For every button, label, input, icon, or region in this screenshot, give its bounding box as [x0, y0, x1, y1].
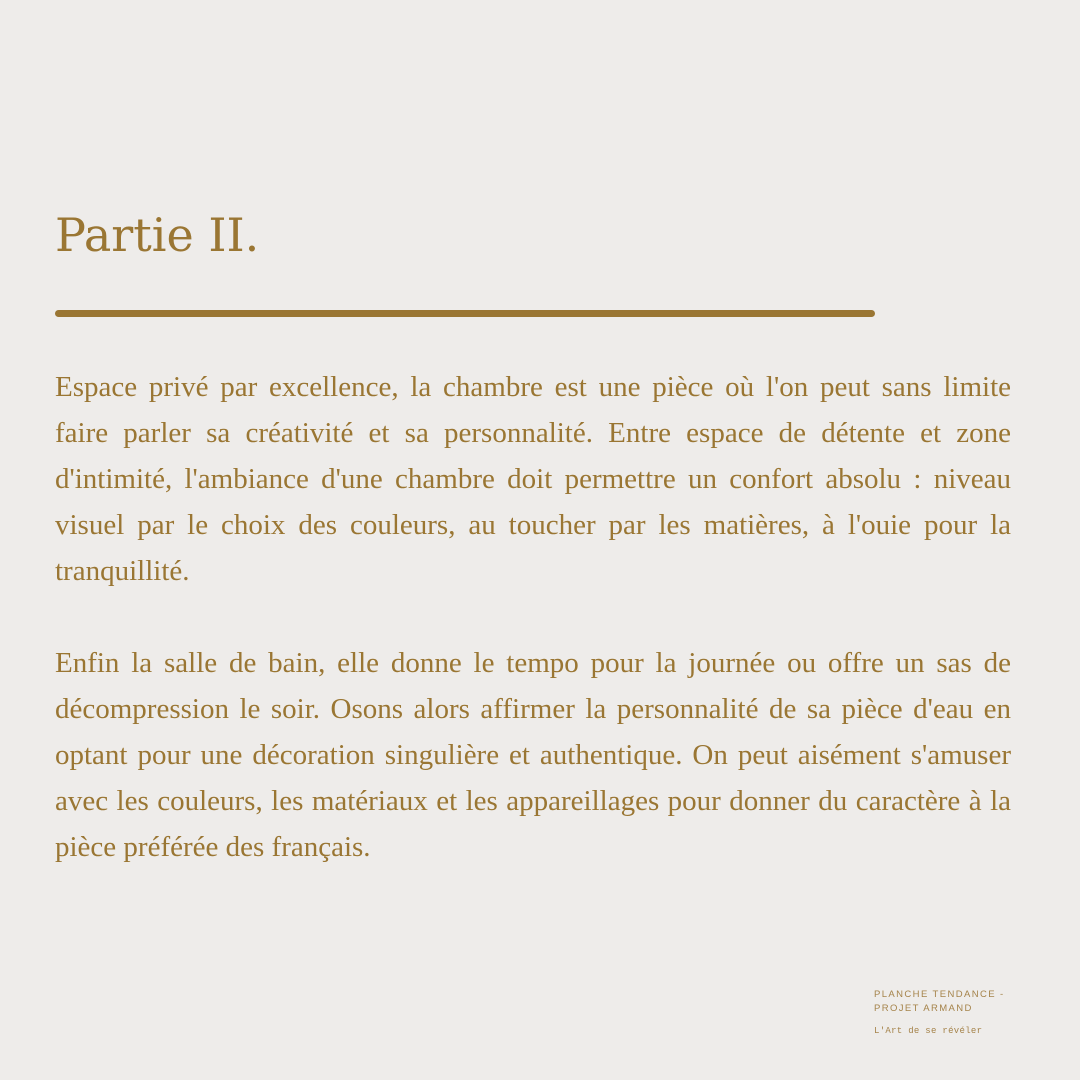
footer-project-title: PLANCHE TENDANCE - PROJET ARMAND: [874, 989, 1005, 1014]
footer-tagline: L'Art de se révéler: [874, 1026, 983, 1036]
paragraph-bedroom: Espace privé par excellence, la chambre est une pièce où l'on peut sans limite faire parler sa créativité et sa personnalité. Entre espace de détente et zone d'intimité, l'ambiance d'une chambre doit permettre un confort absolu : niveau visuel par le choix des couleurs, au toucher par les matières, à l'ouie pour la tranquillité.: [55, 371, 1011, 587]
page-title: Partie II.: [55, 208, 260, 262]
title-divider: [55, 310, 875, 317]
paragraph-bathroom: Enfin la salle de bain, elle donne le tempo pour la journée ou offre un sas de décompression le soir. Osons alors affirmer la personnalité de sa pièce d'eau en optant pour une décoration singulière et authentique. On peut aisément s'amuser avec les couleurs, les matériaux et les appareillages pour donner du caractère à la pièce préférée des français.: [55, 647, 1011, 863]
footer-caption: [874, 988, 1034, 1037]
